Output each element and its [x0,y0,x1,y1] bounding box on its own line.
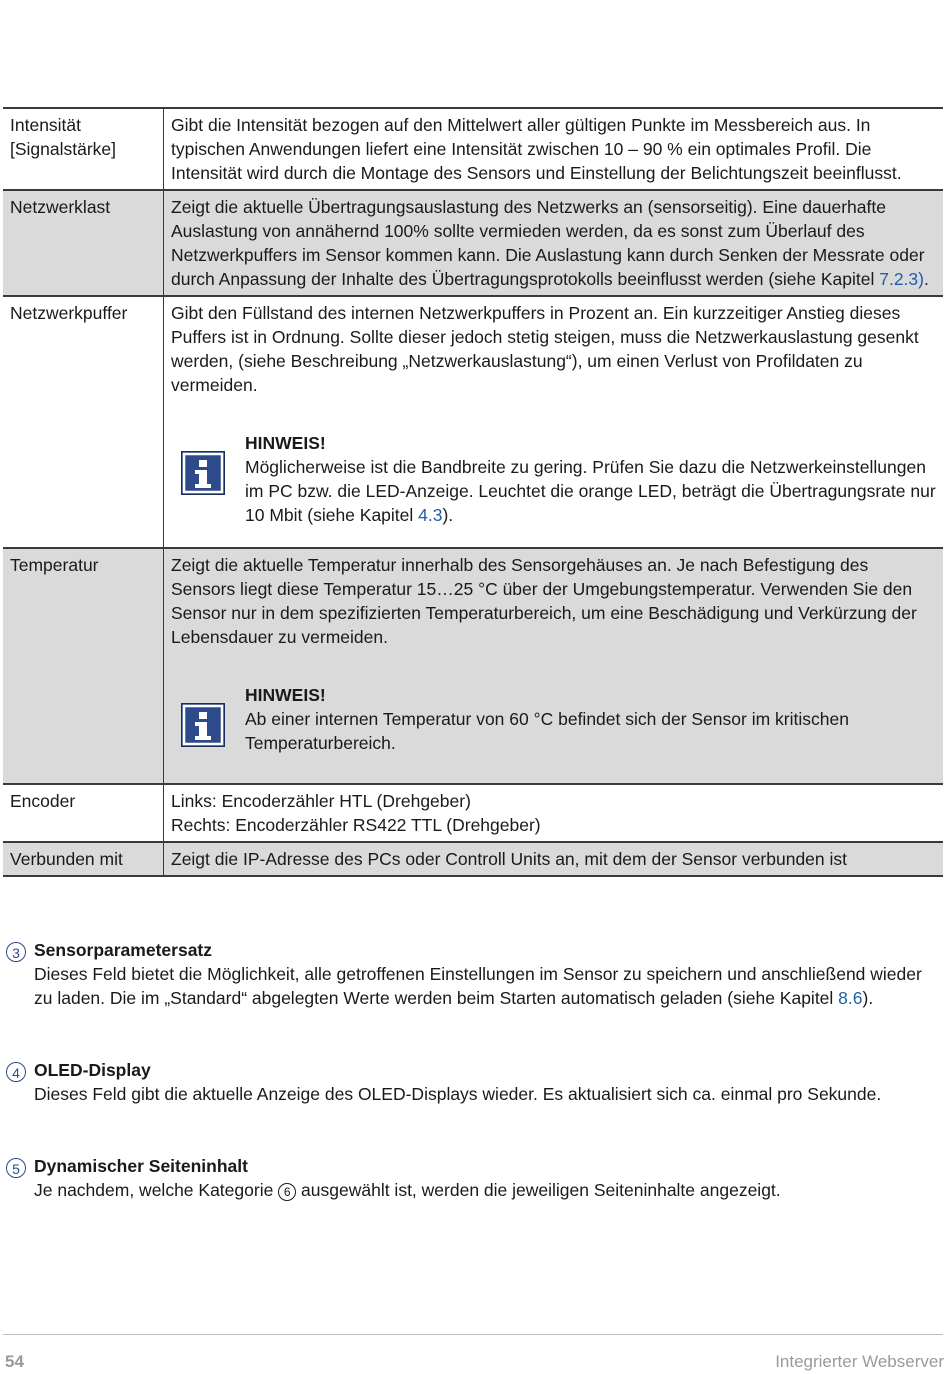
row-description [164,784,944,842]
row-key: Encoder [3,784,164,842]
table-row [3,190,943,296]
section-body: Dieses Feld gibt die aktuelle Anzeige des OLED-Displays wieder. Es aktualisiert sich ca. einmal pro Sekunde. [34,1084,882,1104]
note-text: Ab einer internen Temperatur von 60 °C befindet sich der Sensor im kritischen Temperaturbereich. [245,709,849,753]
info-icon [181,451,225,495]
chapter-link[interactable]: 4.3 [418,505,443,525]
section-oled-display [6,1058,936,1106]
note-box [171,431,937,527]
chapter-link[interactable]: 8.6 [838,988,863,1008]
encoder-left: Links: Encoderzähler HTL (Drehgeber) [171,791,471,811]
row-description [164,190,944,296]
section-text-end: ausgewählt ist, werden die jeweiligen Seiteninhalte angezeigt. [296,1180,781,1200]
note-text-body: Möglicherweise ist die Bandbreite zu gering. Prüfen Sie dazu die Netzwerkeinstellungen im PC bzw. die LED-Anzeige. Leuchtet die orange LED, beträgt die Übertragungsrate nur 10 Mbit (siehe Kapitel [245,457,936,525]
note-box [171,683,937,763]
section-text: Je nachdem, welche Kategorie [34,1180,279,1200]
row-key [3,108,164,190]
section-sensorparametersatz [6,938,936,1010]
section-title: Sensorparametersatz [34,940,212,960]
info-icon [181,703,225,747]
table-row [3,296,943,548]
note-tail: ). [442,505,454,525]
section-title: OLED-Display [34,1060,151,1080]
note-text [245,455,937,527]
chapter-link[interactable]: 7.2.3) [879,269,924,289]
table-row [3,108,943,190]
table-row [3,548,943,784]
section-dynamischer-seiteninhalt [6,1154,936,1202]
section-body [6,1178,936,1202]
row-description-text: Gibt den Füllstand des internen Netzwerkpuffers in Prozent an. Ein kurzzeitiger Anstieg dieses Puffers ist in Ordnung. Sollte dieser jedoch stetig steigen, muss die Netzwerkauslastung gesenkt werden, (siehe Beschreibung „Netzwerkauslastung“), um einen Verlust von Profildaten zu vermeiden. [171,303,919,395]
section-number: 3 [6,942,26,962]
category-reference: 6 [278,1183,296,1201]
row-description-text: Zeigt die aktuelle Übertragungsauslastung des Netzwerks an (sensorseitig). Eine dauerhafte Auslastung von annähernd 100% sollte vermieden werden, da es sonst zum Überlauf des Netzwerkpuffers im Sensor kommen kann. Die Auslastung kann durch Senken der Messrate oder durch Anpassung der Inhalte des Übertragungsprotokolls beeinflusst werden (siehe Kapitel [171,197,925,289]
table-row [3,784,943,842]
section-text: Dieses Feld bietet die Möglichkeit, alle getroffenen Einstellungen im Sensor zu speichern und anschließend wieder zu laden. Die im „Standard“ abgelegten Werte werden beim Starten automatisch geladen (siehe Kapitel [34,964,922,1008]
row-key-text: Intensität [Signalstärke] [10,115,117,159]
row-description [164,296,944,548]
row-description: Zeigt die IP-Adresse des PCs oder Controll Units an, mit dem der Sensor verbunden ist [164,842,944,876]
row-key: Temperatur [3,548,164,784]
encoder-right: Rechts: Encoderzähler RS422 TTL (Drehgeber) [171,815,541,835]
chapter-title: Integrierter Webserver [775,1352,944,1371]
note-title: HINWEIS! [245,685,326,705]
section-body [6,962,936,1010]
row-key: Netzwerkpuffer [3,296,164,548]
section-tail: ). [862,988,874,1008]
page-number: 54 [5,1352,24,1371]
row-description-tail: . [923,269,929,289]
row-key: Verbunden mit [3,842,164,876]
note-title: HINWEIS! [245,433,326,453]
footer-divider [3,1334,943,1335]
section-number: 5 [6,1158,26,1178]
row-description-text: Zeigt die aktuelle Temperatur innerhalb des Sensorgehäuses an. Je nach Befestigung des Sensors liegt diese Temperatur 15…25 °C über der Umgebungstemperatur. Verwenden Sie den Sensor nur in dem spezifizierten Temperaturbereich, um eine Beschädigung und Verkürzung der Lebensdauer zu vermeiden. [171,555,917,647]
row-description: Gibt die Intensität bezogen auf den Mittelwert aller gültigen Punkte im Messbereich aus. In typischen Anwendungen liefert eine Intensität zwischen 10 – 90 % ein optimales Profil. Die Intensität wird durch die Montage des Sensors und Einstellung der Belichtungszeit beeinflusst. [171,115,902,183]
parameter-table [3,107,943,877]
section-title: Dynamischer Seiteninhalt [34,1156,248,1176]
row-description [164,548,944,784]
row-key: Netzwerklast [3,190,164,296]
table-row [3,842,943,876]
section-number: 4 [6,1062,26,1082]
